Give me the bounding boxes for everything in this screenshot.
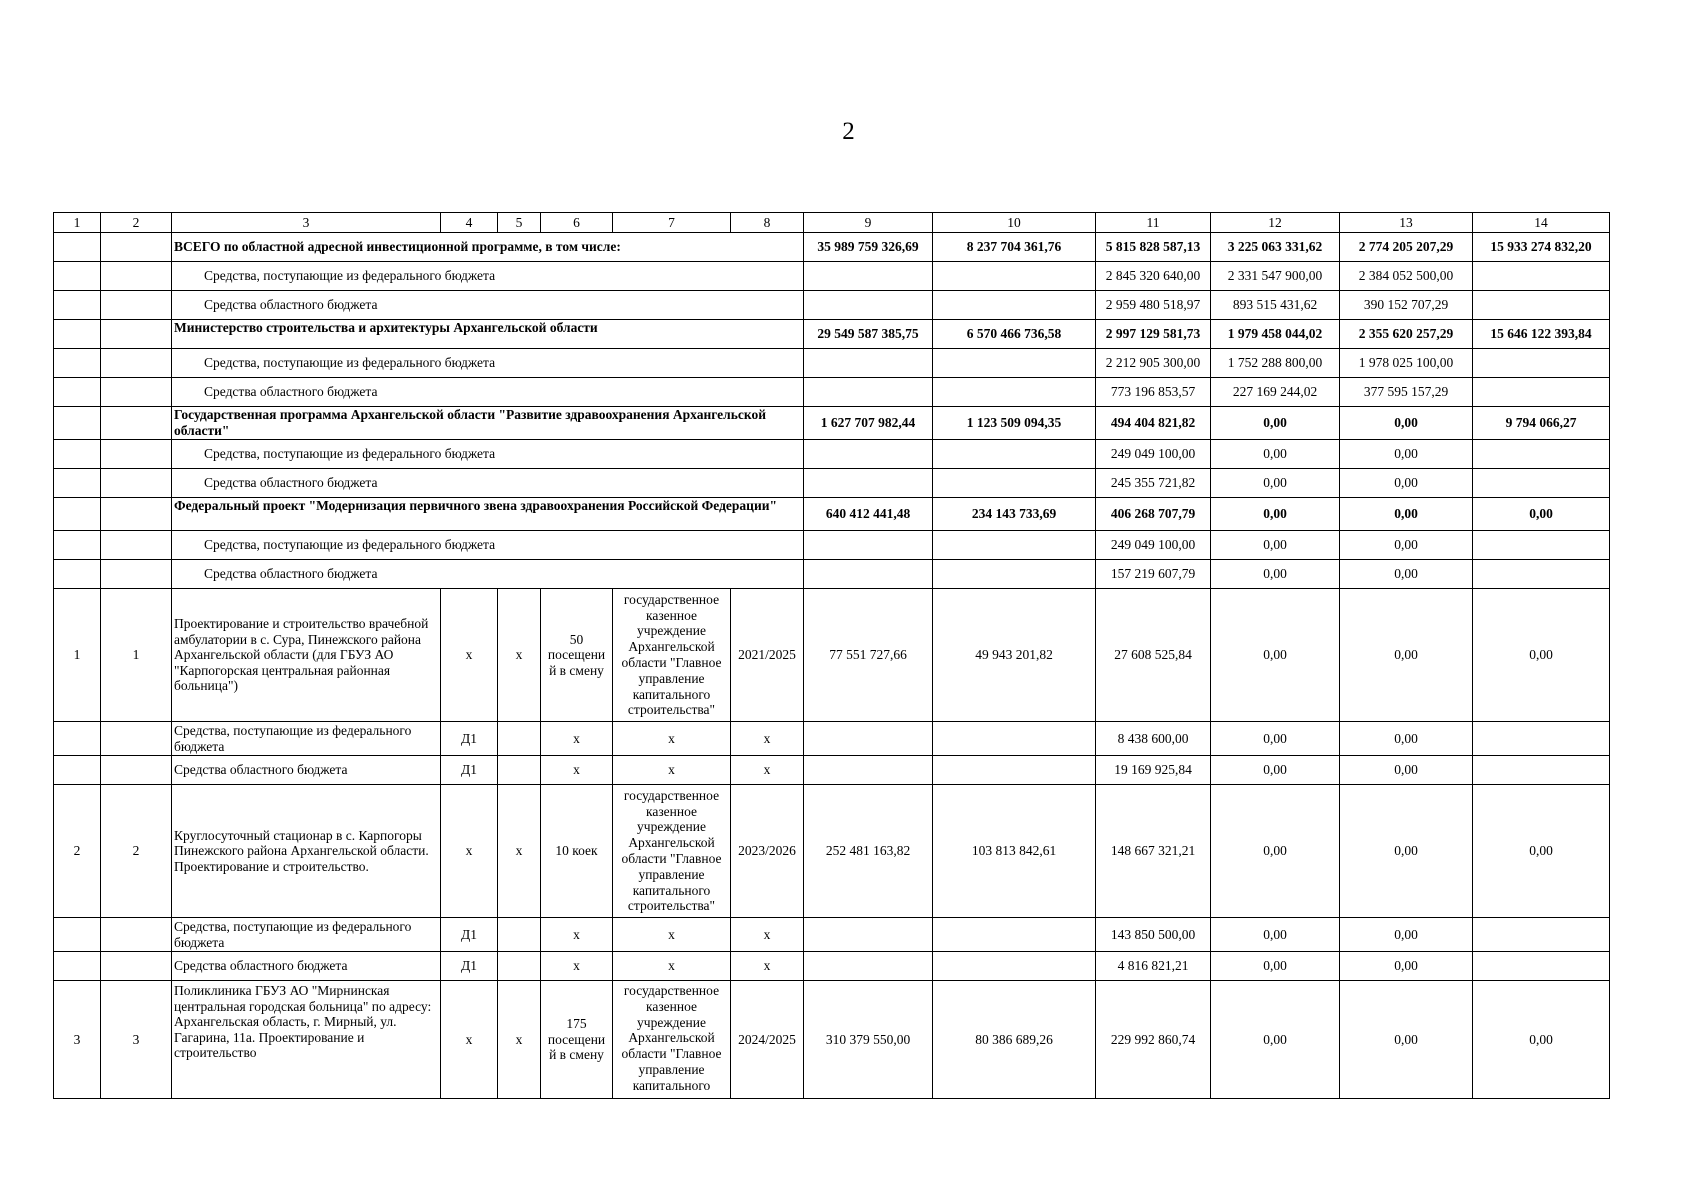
object-c11: 229 992 860,74 [1096, 981, 1211, 1099]
object-c10: 80 386 689,26 [933, 981, 1096, 1099]
project-reg-c12: 0,00 [1211, 560, 1340, 589]
project-reg-c13: 0,00 [1340, 560, 1473, 589]
total-fed-c12: 2 331 547 900,00 [1211, 262, 1340, 291]
object-c10: 49 943 201,82 [933, 589, 1096, 722]
object-c12: 0,00 [1211, 981, 1340, 1099]
project-regional-row [54, 560, 1610, 589]
object-c9: 77 551 727,66 [804, 589, 933, 722]
program-c12: 0,00 [1211, 407, 1340, 440]
total-reg-c12: 893 515 431,62 [1211, 291, 1340, 320]
object-customer: государственное казенное учреждение Архангельской области "Главное управление капитального строительства" [613, 589, 731, 722]
total-federal-row [54, 262, 1610, 291]
program-reg-c13: 0,00 [1340, 469, 1473, 498]
total-fed-c13: 2 384 052 500,00 [1340, 262, 1473, 291]
object-c9: 310 379 550,00 [804, 981, 933, 1099]
total-fed-c11: 2 845 320 640,00 [1096, 262, 1211, 291]
object-c9: 252 481 163,82 [804, 785, 933, 918]
regional-funds-label: Средства областного бюджета [172, 291, 804, 320]
funding-code: Д1 [441, 756, 498, 785]
total-c13: 2 774 205 207,29 [1340, 233, 1473, 262]
object-capacity: 10 коек [541, 785, 613, 918]
project-row [54, 498, 1610, 531]
program-regional-row [54, 469, 1610, 498]
investment-program-table [53, 212, 1610, 1099]
object-fed-c12: 0,00 [1211, 918, 1340, 952]
object-c5: х [498, 981, 541, 1099]
object-reg-c12: 0,00 [1211, 756, 1340, 785]
object-fed-c11: 8 438 600,00 [1096, 722, 1211, 756]
project-federal-row [54, 531, 1610, 560]
object-c13: 0,00 [1340, 785, 1473, 918]
object-fed-c12: 0,00 [1211, 722, 1340, 756]
object-regional-row [54, 952, 1610, 981]
program-label: Государственная программа Архангельской области "Развитие здравоохранения Архангельской области" [172, 407, 804, 440]
total-reg-c13: 390 152 707,29 [1340, 291, 1473, 320]
object-fed-c11: 143 850 500,00 [1096, 918, 1211, 952]
not-applicable-mark: х [541, 756, 613, 785]
ministry-reg-c12: 227 169 244,02 [1211, 378, 1340, 407]
col-number: 8 [731, 213, 804, 233]
object-c5: х [498, 785, 541, 918]
ministry-federal-row [54, 349, 1610, 378]
object-c14: 0,00 [1473, 785, 1610, 918]
object-name: Круглосуточный стационар в с. Карпогоры Пинежского района Архангельской области. Проектирование и строительство. [172, 785, 441, 918]
object-regional-row [54, 756, 1610, 785]
col-number: 11 [1096, 213, 1211, 233]
object-period: 2021/2025 [731, 589, 804, 722]
total-c12: 3 225 063 331,62 [1211, 233, 1340, 262]
ministry-c13: 2 355 620 257,29 [1340, 320, 1473, 349]
object-number: 1 [54, 589, 101, 722]
program-c11: 494 404 821,82 [1096, 407, 1211, 440]
project-c14: 0,00 [1473, 498, 1610, 531]
object-row [54, 589, 1610, 722]
program-reg-c12: 0,00 [1211, 469, 1340, 498]
object-name: Проектирование и строительство врачебной амбулатории в с. Сура, Пинежского района Архангельской области (для ГБУЗ АО "Карпогорская центральная районная больница") [172, 589, 441, 722]
program-fed-c12: 0,00 [1211, 440, 1340, 469]
federal-funds-label: Средства, поступающие из федерального бюджета [172, 262, 804, 291]
program-c9: 1 627 707 982,44 [804, 407, 933, 440]
project-c13: 0,00 [1340, 498, 1473, 531]
ministry-c12: 1 979 458 044,02 [1211, 320, 1340, 349]
total-c11: 5 815 828 587,13 [1096, 233, 1211, 262]
not-applicable-mark: х [731, 918, 804, 952]
program-c13: 0,00 [1340, 407, 1473, 440]
object-c12: 0,00 [1211, 589, 1340, 722]
program-row [54, 407, 1610, 440]
object-fed-c13: 0,00 [1340, 918, 1473, 952]
object-c14: 0,00 [1473, 589, 1610, 722]
project-fed-c13: 0,00 [1340, 531, 1473, 560]
not-applicable-mark: х [731, 952, 804, 981]
object-period: 2024/2025 [731, 981, 804, 1099]
total-reg-c11: 2 959 480 518,97 [1096, 291, 1211, 320]
object-number: 3 [54, 981, 101, 1099]
ministry-c14: 15 646 122 393,84 [1473, 320, 1610, 349]
total-regional-row [54, 291, 1610, 320]
object-reg-c12: 0,00 [1211, 952, 1340, 981]
object-capacity: 175 посещени й в смену [541, 981, 613, 1099]
col-number: 1 [54, 213, 101, 233]
object-capacity: 50 посещени й в смену [541, 589, 613, 722]
project-c11: 406 268 707,79 [1096, 498, 1211, 531]
ministry-regional-row [54, 378, 1610, 407]
ministry-c10: 6 570 466 736,58 [933, 320, 1096, 349]
col-number: 2 [101, 213, 172, 233]
program-fed-c13: 0,00 [1340, 440, 1473, 469]
project-label: Федеральный проект "Модернизация первичного звена здравоохранения Российской Федерации" [172, 498, 804, 531]
col-number: 3 [172, 213, 441, 233]
not-applicable-mark: х [613, 756, 731, 785]
project-c12: 0,00 [1211, 498, 1340, 531]
object-customer: государственное казенное учреждение Архангельской области "Главное управление капитального строительства" [613, 785, 731, 918]
not-applicable-mark: х [731, 756, 804, 785]
project-fed-c11: 249 049 100,00 [1096, 531, 1211, 560]
program-reg-c11: 245 355 721,82 [1096, 469, 1211, 498]
col-number: 12 [1211, 213, 1340, 233]
object-row [54, 981, 1610, 1099]
total-c9: 35 989 759 326,69 [804, 233, 933, 262]
funding-code: Д1 [441, 722, 498, 756]
object-period: 2023/2026 [731, 785, 804, 918]
ministry-reg-c11: 773 196 853,57 [1096, 378, 1211, 407]
regional-funds-label: Средства областного бюджета [172, 469, 804, 498]
object-c13: 0,00 [1340, 589, 1473, 722]
object-reg-c13: 0,00 [1340, 952, 1473, 981]
program-c10: 1 123 509 094,35 [933, 407, 1096, 440]
funding-code: Д1 [441, 918, 498, 952]
program-federal-row [54, 440, 1610, 469]
object-c14: 0,00 [1473, 981, 1610, 1099]
ministry-fed-c13: 1 978 025 100,00 [1340, 349, 1473, 378]
program-c14: 9 794 066,27 [1473, 407, 1610, 440]
regional-funds-label: Средства областного бюджета [172, 756, 441, 785]
regional-funds-label: Средства областного бюджета [172, 560, 804, 589]
federal-funds-label: Средства, поступающие из федерального бюджета [172, 440, 804, 469]
funding-code: Д1 [441, 952, 498, 981]
federal-funds-label: Средства, поступающие из федерального бюджета [172, 722, 441, 756]
ministry-label: Министерство строительства и архитектуры Архангельской области [172, 320, 804, 349]
object-row [54, 785, 1610, 918]
object-sub-number: 1 [101, 589, 172, 722]
col-number: 6 [541, 213, 613, 233]
not-applicable-mark: х [731, 722, 804, 756]
total-c10: 8 237 704 361,76 [933, 233, 1096, 262]
column-number-row [54, 213, 1610, 233]
federal-funds-label: Средства, поступающие из федерального бюджета [172, 349, 804, 378]
total-label: ВСЕГО по областной адресной инвестиционной программе, в том числе: [172, 233, 804, 262]
ministry-c9: 29 549 587 385,75 [804, 320, 933, 349]
col-number: 5 [498, 213, 541, 233]
program-fed-c11: 249 049 100,00 [1096, 440, 1211, 469]
object-c4: х [441, 589, 498, 722]
not-applicable-mark: х [541, 918, 613, 952]
col-number: 13 [1340, 213, 1473, 233]
object-number: 2 [54, 785, 101, 918]
object-name: Поликлиника ГБУЗ АО "Мирнинская центральная городская больница" по адресу: Архангельская область, г. Мирный, ул. Гагарина, 11а. Проектирование и строительство [172, 981, 441, 1099]
not-applicable-mark: х [613, 722, 731, 756]
ministry-c11: 2 997 129 581,73 [1096, 320, 1211, 349]
ministry-fed-c11: 2 212 905 300,00 [1096, 349, 1211, 378]
ministry-row [54, 320, 1610, 349]
object-customer: государственное казенное учреждение Архангельской области "Главное управление капитального [613, 981, 731, 1099]
object-c10: 103 813 842,61 [933, 785, 1096, 918]
federal-funds-label: Средства, поступающие из федерального бюджета [172, 918, 441, 952]
project-c9: 640 412 441,48 [804, 498, 933, 531]
object-sub-number: 3 [101, 981, 172, 1099]
col-number: 7 [613, 213, 731, 233]
ministry-fed-c12: 1 752 288 800,00 [1211, 349, 1340, 378]
object-reg-c13: 0,00 [1340, 756, 1473, 785]
total-row [54, 233, 1610, 262]
object-reg-c11: 4 816 821,21 [1096, 952, 1211, 981]
page-number: 2 [842, 118, 855, 145]
not-applicable-mark: х [613, 918, 731, 952]
object-c4: х [441, 981, 498, 1099]
total-c14: 15 933 274 832,20 [1473, 233, 1610, 262]
object-federal-row [54, 918, 1610, 952]
object-c5: х [498, 589, 541, 722]
project-c10: 234 143 733,69 [933, 498, 1096, 531]
object-sub-number: 2 [101, 785, 172, 918]
object-fed-c13: 0,00 [1340, 722, 1473, 756]
object-c11: 148 667 321,21 [1096, 785, 1211, 918]
object-c12: 0,00 [1211, 785, 1340, 918]
object-c13: 0,00 [1340, 981, 1473, 1099]
regional-funds-label: Средства областного бюджета [172, 952, 441, 981]
project-fed-c12: 0,00 [1211, 531, 1340, 560]
ministry-reg-c13: 377 595 157,29 [1340, 378, 1473, 407]
project-reg-c11: 157 219 607,79 [1096, 560, 1211, 589]
not-applicable-mark: х [541, 722, 613, 756]
col-number: 14 [1473, 213, 1610, 233]
col-number: 9 [804, 213, 933, 233]
regional-funds-label: Средства областного бюджета [172, 378, 804, 407]
object-reg-c11: 19 169 925,84 [1096, 756, 1211, 785]
not-applicable-mark: х [613, 952, 731, 981]
object-c4: х [441, 785, 498, 918]
object-federal-row [54, 722, 1610, 756]
object-c11: 27 608 525,84 [1096, 589, 1211, 722]
col-number: 4 [441, 213, 498, 233]
not-applicable-mark: х [541, 952, 613, 981]
federal-funds-label: Средства, поступающие из федерального бюджета [172, 531, 804, 560]
col-number: 10 [933, 213, 1096, 233]
